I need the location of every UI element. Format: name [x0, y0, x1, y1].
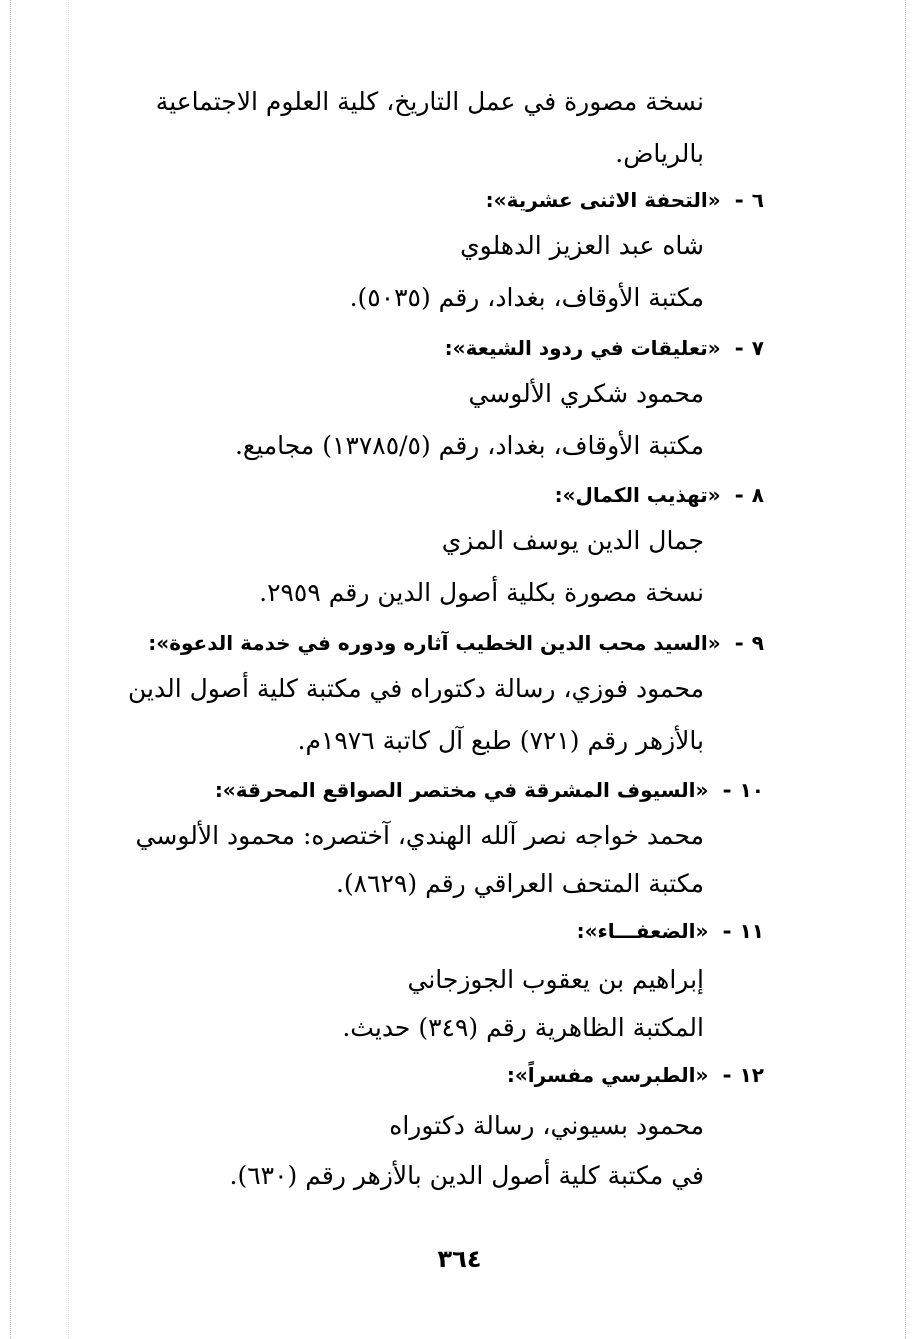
entry-location: مكتبة المتحف العراقي رقم (٨٦٢٩).	[335, 869, 704, 898]
intro-line-2: بالرياض.	[615, 139, 704, 168]
entry-location: نسخة مصورة بكلية أصول الدين رقم ٢٩٥٩.	[259, 578, 704, 607]
entry-heading	[555, 480, 764, 510]
entry-author: محمود بسيوني، رسالة دكتوراه	[389, 1111, 704, 1140]
entry-location: المكتبة الظاهرية رقم (٣٤٩) حديث.	[342, 1013, 704, 1042]
entry-author: محمد خواجه نصر آلله الهندي، آختصره: محمود الألوسي	[135, 821, 704, 850]
entry-author: محمود شكري الألوسي	[468, 379, 704, 408]
entry-location: مكتبة الأوقاف، بغداد، رقم (١٣٧٨٥/٥) مجاميع.	[234, 431, 704, 460]
entry-dash: -	[734, 630, 744, 656]
entry-title: «تهذيب الكمال»:	[554, 483, 721, 507]
entry-title: «السيوف المشرقة في مختصر الصواقع المحرقة»:	[214, 778, 709, 802]
entry-number: ١١	[739, 919, 764, 943]
entry-author: محمود فوزي، رسالة دكتوراه في مكتبة كلية أصول الدين	[128, 674, 704, 703]
page-number: ٣٦٤	[437, 1245, 482, 1273]
entry-title: «الضعفـــاء»:	[576, 919, 709, 943]
entry-number: ١٠	[739, 778, 764, 802]
entry-location: مكتبة الأوقاف، بغداد، رقم (٥٠٣٥).	[349, 283, 704, 312]
entry-dash: -	[734, 335, 744, 361]
entry-dash: -	[722, 777, 732, 803]
entry-dash: -	[722, 1062, 732, 1088]
entry-number: ١٢	[739, 1063, 764, 1087]
entry-heading	[445, 333, 764, 363]
entry-heading	[507, 1060, 764, 1090]
margin-guide-left	[10, 0, 11, 1339]
entry-location: بالأزهر رقم (٧٢١) طبع آل كاتبة ١٩٧٦م.	[297, 726, 704, 755]
entry-title: «التحفة الاثنى عشرية»:	[485, 188, 721, 212]
entry-heading	[215, 775, 764, 805]
entry-number: ٦	[751, 188, 764, 212]
entry-dash: -	[734, 482, 744, 508]
entry-number: ٩	[751, 631, 764, 655]
entry-title: «تعليقات في ردود الشيعة»:	[444, 336, 721, 360]
entry-dash: -	[722, 918, 732, 944]
entry-title: «الطبرسي مفسراً»:	[506, 1063, 709, 1087]
entry-dash: -	[734, 187, 744, 213]
margin-guide-right	[905, 0, 906, 1339]
entry-author: جمال الدين يوسف المزي	[441, 526, 704, 555]
entry-author: شاه عبد العزيز الدهلوي	[460, 231, 704, 260]
entry-author: إبراهيم بن يعقوب الجوزجاني	[407, 965, 704, 994]
entry-heading	[577, 916, 764, 946]
entry-number: ٨	[751, 483, 764, 507]
entry-title: «السيد محب الدين الخطيب آثاره ودوره في خدمة الدعوة»:	[148, 631, 721, 655]
entry-number: ٧	[751, 336, 764, 360]
intro-line-1: نسخة مصورة في عمل التاريخ، كلية العلوم الاجتماعية	[155, 87, 704, 116]
margin-guide-inner	[68, 0, 69, 1339]
entry-location: في مكتبة كلية أصول الدين بالأزهر رقم (٦٣٠).	[229, 1161, 704, 1190]
entry-heading	[148, 628, 764, 658]
entry-heading	[486, 185, 764, 215]
